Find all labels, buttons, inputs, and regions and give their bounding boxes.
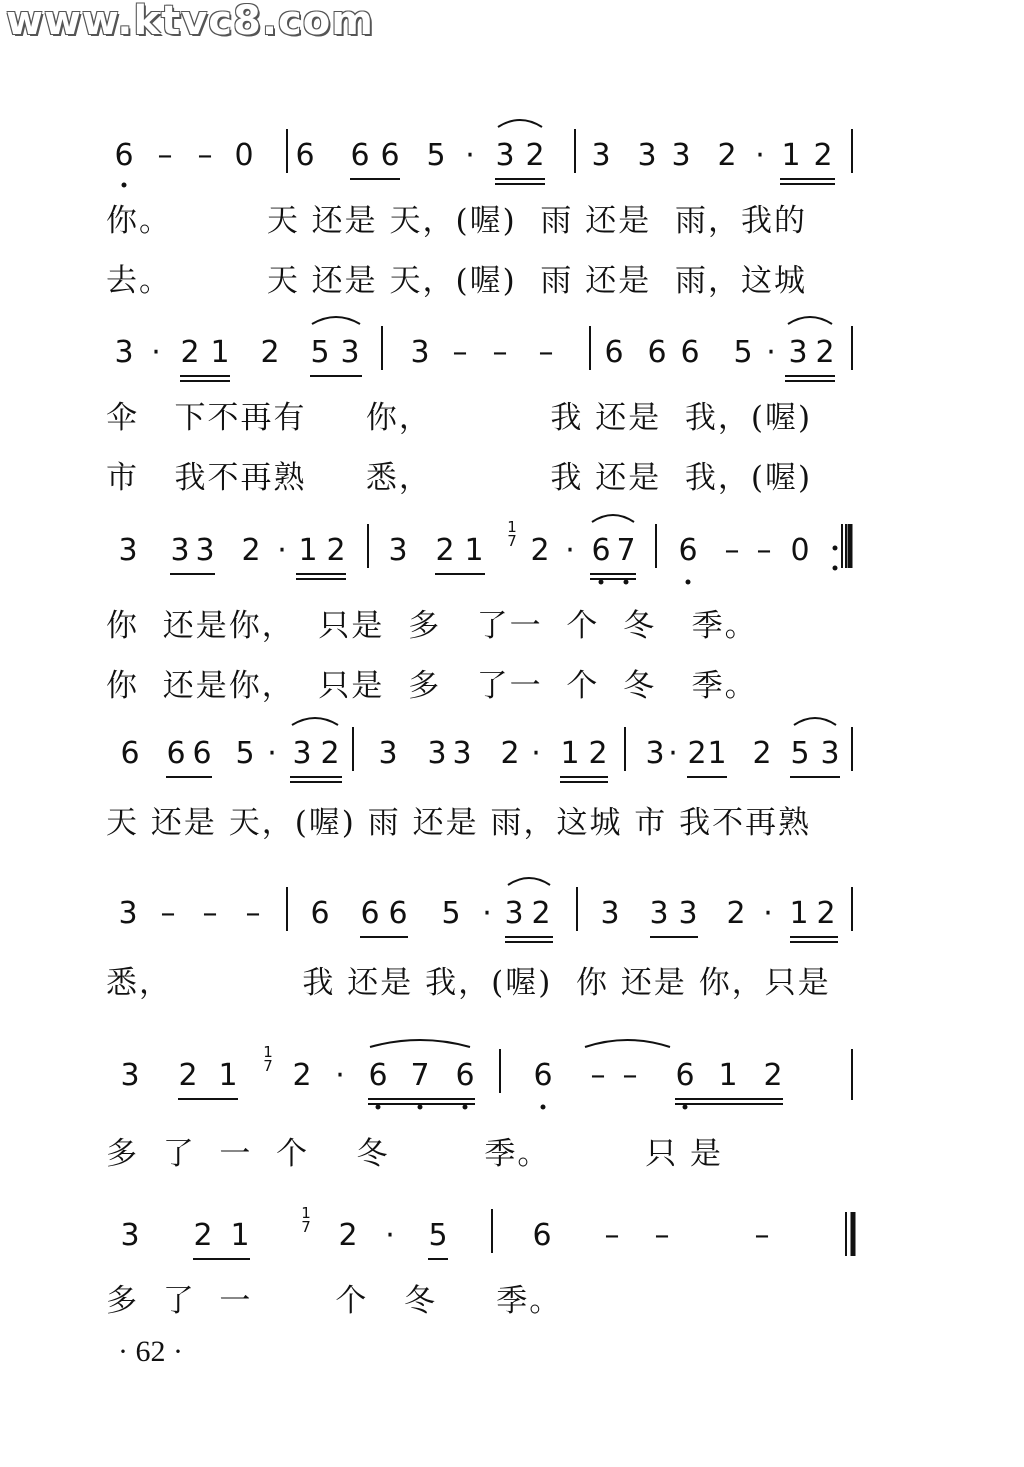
note-digit: 6	[120, 736, 140, 771]
watermark: www.ktvc8.com	[6, 0, 374, 44]
note-digit: 1	[218, 1058, 238, 1093]
note-digit: –	[245, 896, 261, 931]
grace-note: 1	[263, 1043, 273, 1061]
note-digit: 3	[452, 736, 472, 771]
note-digit: 2	[717, 138, 737, 173]
note-digit: 0	[790, 533, 810, 568]
note-digit: 2	[180, 335, 200, 370]
note-digit: 2	[530, 533, 550, 568]
note-digit: 6	[380, 138, 400, 173]
note-digit: 2	[816, 896, 836, 931]
note-digit: 3	[495, 138, 515, 173]
note-digit: 6	[114, 138, 134, 173]
note-digit: 1	[210, 335, 230, 370]
slur	[292, 718, 338, 725]
note-digit: 2	[178, 1058, 198, 1093]
note-digit: 2	[752, 736, 772, 771]
note-digit: 2	[435, 533, 455, 568]
note-digit: 0	[234, 138, 254, 173]
note-digit: –	[197, 138, 213, 173]
note-digit: 5	[428, 1218, 448, 1253]
octave-dot	[599, 580, 604, 585]
note-digit: 3	[600, 896, 620, 931]
note-digit: 6	[350, 138, 370, 173]
note-digit: 3	[649, 896, 669, 931]
slur	[592, 515, 634, 522]
note-digit: –	[452, 335, 468, 370]
slur	[788, 317, 832, 324]
note-digit: 3	[378, 736, 398, 771]
note-digit: 3	[504, 896, 524, 931]
octave-dot	[122, 183, 127, 188]
octave-dot	[833, 546, 838, 551]
note-digit: 3	[340, 335, 360, 370]
grace-note: 7	[301, 1218, 311, 1236]
note-digit: 6	[680, 335, 700, 370]
note-digit: 3	[195, 533, 215, 568]
note-digit: 6	[675, 1058, 695, 1093]
note-digit: 5	[790, 736, 810, 771]
lyric-line: 你 还是你， 只是 多 了一 个 冬 季。	[106, 668, 758, 704]
note-digit: 2	[525, 138, 545, 173]
note-digit: ·	[565, 533, 575, 568]
note-digit: 6	[192, 736, 212, 771]
note-digit: ·	[763, 896, 773, 931]
note-digit: ·	[755, 138, 765, 173]
slur	[312, 317, 360, 324]
note-digit: 5	[235, 736, 255, 771]
note-digit: 3	[591, 138, 611, 173]
grace-note: 7	[507, 532, 517, 550]
note-digit: 5	[310, 335, 330, 370]
note-digit: –	[604, 1218, 620, 1253]
note-digit: –	[754, 1218, 770, 1253]
note-digit: 5	[733, 335, 753, 370]
grace-note: 1	[507, 518, 517, 536]
note-digit: –	[538, 335, 554, 370]
note-digit: –	[756, 533, 772, 568]
note-digit: –	[590, 1058, 606, 1093]
note-digit: 2	[193, 1218, 213, 1253]
grace-note: 7	[263, 1057, 273, 1075]
octave-dot	[463, 1105, 468, 1110]
note-digit: 6	[591, 533, 611, 568]
note-digit: 2	[292, 1058, 312, 1093]
slur	[508, 878, 550, 885]
slur	[794, 718, 836, 725]
note-digit: 3	[170, 533, 190, 568]
note-digit: 1	[789, 896, 809, 931]
note-digit: 7	[616, 533, 636, 568]
note-digit: 2	[500, 736, 520, 771]
lyric-line: 伞 下不再有 你， 我 还是 我，(喔)	[106, 400, 813, 436]
note-digit: ·	[151, 335, 161, 370]
note-digit: 2	[338, 1218, 358, 1253]
lyric-line: 悉， 我 还是 我，(喔) 你 还是 你，只是	[106, 965, 831, 1001]
lyric-line: 多 了 一 个 冬 季。	[106, 1283, 563, 1319]
lyric-line: 多 了 一 个 冬 季。 只 是	[106, 1136, 724, 1172]
note-digit: ·	[465, 138, 475, 173]
note-digit: –	[622, 1058, 638, 1093]
note-digit: 6	[678, 533, 698, 568]
note-digit: 2	[687, 736, 707, 771]
note-digit: 2	[241, 533, 261, 568]
note-digit: 2	[763, 1058, 783, 1093]
octave-dot	[376, 1105, 381, 1110]
note-digit: 5	[426, 138, 446, 173]
note-digit: 6	[166, 736, 186, 771]
lyric-line: 你。 天 还是 天，(喔) 雨 还是 雨，我的	[106, 203, 807, 239]
note-digit: –	[202, 896, 218, 931]
octave-dot	[624, 580, 629, 585]
note-digit: 3	[292, 736, 312, 771]
note-digit: 6	[533, 1058, 553, 1093]
note-digit: 1	[298, 533, 318, 568]
slur	[370, 1040, 470, 1047]
note-digit: 6	[455, 1058, 475, 1093]
note-digit: 3	[120, 1058, 140, 1093]
note-digit: 3	[427, 736, 447, 771]
lyric-line: 市 我不再熟 悉， 我 还是 我，(喔)	[106, 460, 813, 496]
note-digit: 3	[114, 335, 134, 370]
note-digit: 3	[671, 138, 691, 173]
slur	[585, 1040, 670, 1047]
note-digit: 6	[604, 335, 624, 370]
note-digit: 2	[326, 533, 346, 568]
note-digit: 2	[813, 138, 833, 173]
note-digit: 6	[647, 335, 667, 370]
note-digit: 3	[820, 736, 840, 771]
note-digit: 3	[410, 335, 430, 370]
lyric-line: 去。 天 还是 天，(喔) 雨 还是 雨，这城	[106, 263, 807, 299]
note-digit: 1	[707, 736, 727, 771]
note-digit: 2	[588, 736, 608, 771]
octave-dot	[418, 1105, 423, 1110]
note-digit: 2	[815, 335, 835, 370]
note-digit: 3	[118, 896, 138, 931]
note-digit: 7	[410, 1058, 430, 1093]
note-digit: ·	[385, 1218, 395, 1253]
note-digit: 3	[637, 138, 657, 173]
note-digit: 6	[295, 138, 315, 173]
octave-dot	[683, 1105, 688, 1110]
note-digit: 2	[320, 736, 340, 771]
note-digit: 3	[118, 533, 138, 568]
note-digit: 6	[532, 1218, 552, 1253]
octave-dot	[541, 1105, 546, 1110]
note-digit: –	[492, 335, 508, 370]
note-digit: –	[160, 896, 176, 931]
note-digit: ·	[668, 736, 678, 771]
note-digit: ·	[766, 335, 776, 370]
note-digit: 2	[260, 335, 280, 370]
note-digit: 3	[788, 335, 808, 370]
note-digit: 3	[645, 736, 665, 771]
note-digit: 6	[310, 896, 330, 931]
note-digit: ·	[482, 896, 492, 931]
slur	[498, 120, 542, 127]
grace-note: 1	[301, 1204, 311, 1222]
note-digit: 5	[441, 896, 461, 931]
note-digit: –	[724, 533, 740, 568]
octave-dot	[833, 566, 838, 571]
note-digit: 2	[726, 896, 746, 931]
note-digit: –	[654, 1218, 670, 1253]
note-digit: 2	[531, 896, 551, 931]
note-digit: 1	[718, 1058, 738, 1093]
octave-dot	[686, 580, 691, 585]
note-digit: –	[157, 138, 173, 173]
note-digit: 3	[388, 533, 408, 568]
note-digit: ·	[531, 736, 541, 771]
note-digit: 1	[464, 533, 484, 568]
note-digit: ·	[267, 736, 277, 771]
lyric-line: 你 还是你， 只是 多 了一 个 冬 季。	[106, 608, 758, 644]
note-digit: 6	[388, 896, 408, 931]
lyric-line: 天 还是 天，(喔) 雨 还是 雨，这城 市 我不再熟	[106, 805, 812, 841]
note-digit: 6	[368, 1058, 388, 1093]
note-digit: 1	[560, 736, 580, 771]
note-digit: 1	[781, 138, 801, 173]
page-number: · 62 ·	[118, 1335, 183, 1368]
note-digit: 1	[230, 1218, 250, 1253]
note-digit: 6	[360, 896, 380, 931]
note-digit: 3	[120, 1218, 140, 1253]
note-digit: 3	[678, 896, 698, 931]
note-digit: ·	[277, 533, 287, 568]
note-digit: ·	[335, 1058, 345, 1093]
